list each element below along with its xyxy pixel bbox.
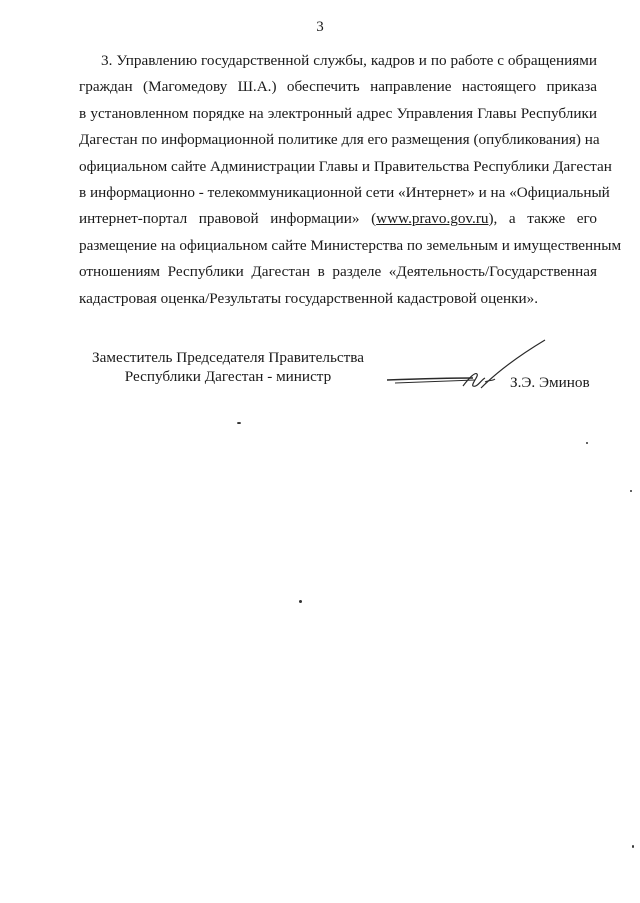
pravo-link[interactable]: www.pravo.gov.ru: [376, 210, 489, 228]
signatory-name: З.Э. Эминов: [510, 374, 590, 391]
scan-speck: [630, 490, 632, 492]
page-number: 3: [316, 19, 324, 35]
paragraph-line: в информационно - телекоммуникационной сети «Интернет» и на «Официальный: [79, 184, 610, 202]
paragraph-line-with-link: [79, 206, 597, 232]
paragraph-line: Дагестан по информационной политике для его размещения (опубликования) на: [79, 131, 600, 149]
signatory-position-line: Заместитель Председателя Правительства: [92, 349, 364, 366]
scan-speck: [586, 442, 588, 444]
paragraph-3: [79, 48, 622, 312]
paragraph-line: кадастровая оценка/Результаты государственной кадастровой оценки».: [79, 289, 539, 307]
paragraph-line: официальном сайте Администрации Главы и Правительства Республики Дагестан: [79, 157, 612, 175]
signatory-position: [88, 348, 368, 386]
scan-speck: [237, 422, 241, 424]
scan-speck: [299, 600, 302, 603]
paragraph-line: в установленном порядке на электронный адрес Управления Главы Республики: [79, 104, 597, 122]
signatory-position-line: Республики Дагестан - министр: [124, 368, 332, 385]
line-text: ), а также его: [488, 210, 597, 228]
paragraph-line: размещение на официальном сайте Министерства по земельным и имущественным: [79, 236, 622, 254]
paragraph-line: 3. Управлению государственной службы, кадров и по работе с обращениями: [101, 52, 597, 69]
scan-speck: [632, 845, 634, 848]
line-text: интернет-портал правовой информации» (: [79, 210, 377, 228]
paragraph-line: отношениям Республики Дагестан в разделе «Деятельность/Государственная: [79, 263, 597, 281]
paragraph-line: граждан (Магомедову Ш.А.) обеспечить направление настоящего приказа: [79, 78, 597, 96]
